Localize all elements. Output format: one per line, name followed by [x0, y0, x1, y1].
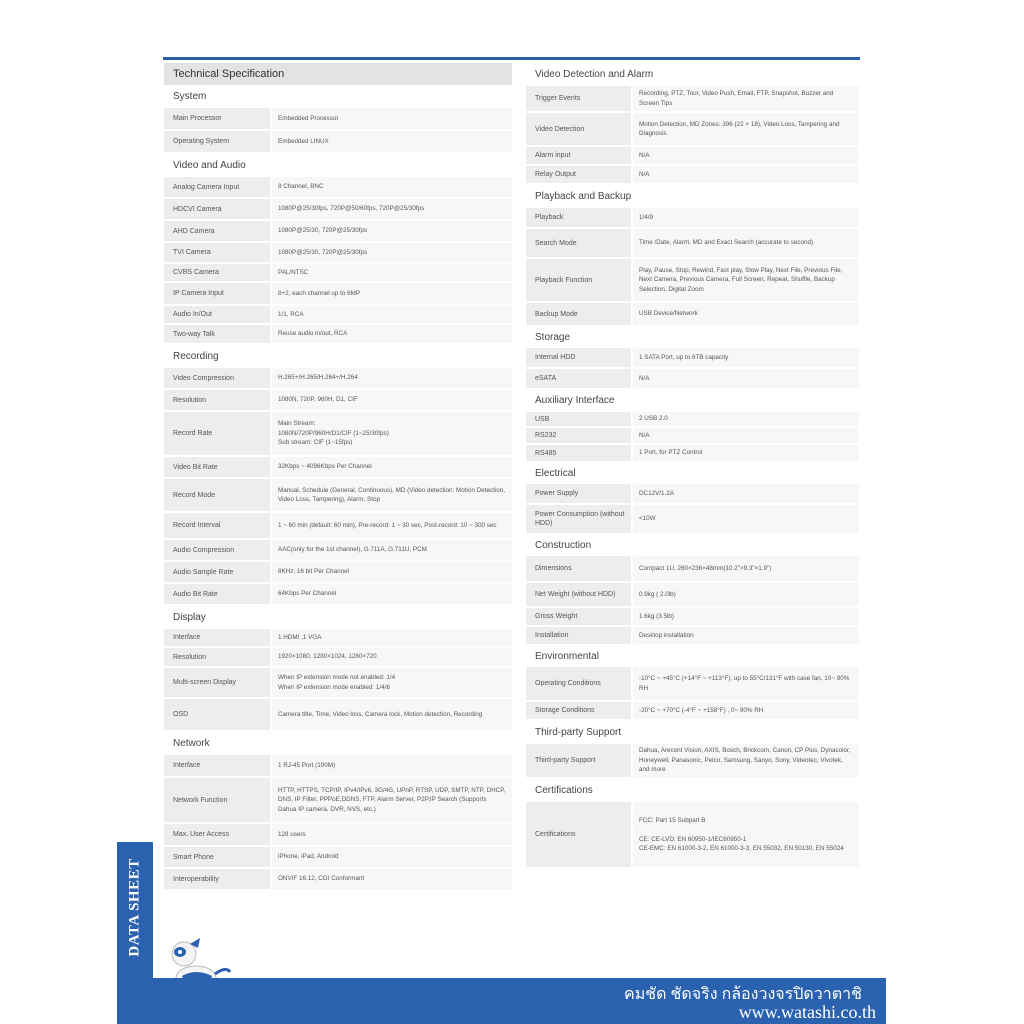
- data-sheet-label: DATA SHEET: [126, 857, 143, 957]
- spec-row: [526, 802, 859, 869]
- spec-row: [526, 412, 859, 428]
- spec-row: [526, 369, 859, 390]
- spec-label: Operating Conditions: [526, 667, 631, 700]
- spec-value: N/A: [639, 374, 650, 382]
- spec-row: [164, 648, 512, 668]
- spec-label: Audio Compression: [164, 540, 270, 560]
- spec-label: Third-party Support: [526, 744, 631, 777]
- section-heading: System: [164, 85, 512, 108]
- spec-banner: Technical Specification: [164, 63, 512, 85]
- spec-value-cell: [272, 648, 512, 666]
- section-heading: Construction: [526, 535, 859, 556]
- section-heading: Certifications: [526, 779, 859, 802]
- spec-label: Resolution: [164, 390, 270, 410]
- spec-row: [164, 699, 512, 732]
- spec-row: [526, 428, 859, 445]
- spec-label: HDCVI Camera: [164, 199, 270, 219]
- spec-value-cell: [633, 744, 859, 777]
- spec-value: 8KHz, 16 bit Per Channel: [278, 568, 350, 576]
- spec-value-cell: [633, 428, 859, 443]
- spec-label: Operating System: [164, 131, 270, 152]
- spec-value: Compact 1U, 260×236×48mm(10.2"×9.3"×1.9"): [639, 564, 772, 572]
- spec-value-cell: [633, 259, 859, 301]
- spec-label: Relay Output: [526, 166, 631, 183]
- footer-website-link[interactable]: www.watashi.co.th: [738, 1002, 876, 1022]
- spec-label: Network Function: [164, 778, 270, 822]
- spec-label: Playback: [526, 208, 631, 227]
- spec-row: [164, 264, 512, 283]
- spec-value: 64Kbps Per Channel: [278, 590, 337, 598]
- section-heading: Environmental: [526, 646, 859, 667]
- spec-row: [526, 484, 859, 505]
- spec-label: Interoperability: [164, 869, 270, 889]
- spec-value-cell: [633, 113, 859, 145]
- spec-value-cell: [633, 303, 859, 325]
- spec-value: N/A: [639, 170, 650, 178]
- spec-row: [526, 229, 859, 259]
- spec-row: [164, 177, 512, 199]
- spec-value-cell: [633, 147, 859, 164]
- spec-row: [526, 147, 859, 166]
- spec-value: Motion Detection, MD Zones: 396 (22 × 18), Video Loss, Tampering and Diagnosis: [639, 120, 840, 137]
- spec-row: [164, 562, 512, 584]
- section-heading: Network: [164, 732, 512, 755]
- spec-row: [526, 702, 859, 721]
- spec-value-cell: [272, 479, 512, 511]
- spec-value-cell: [633, 369, 859, 388]
- spec-row: [526, 608, 859, 627]
- spec-label: Certifications: [526, 802, 631, 867]
- spec-label: Backup Mode: [526, 303, 631, 325]
- spec-label: Interface: [164, 629, 270, 646]
- spec-label: Resolution: [164, 648, 270, 666]
- spec-label: USB: [526, 412, 631, 426]
- spec-value: 1 Port, for PTZ Control: [639, 449, 703, 457]
- spec-value-cell: [272, 540, 512, 560]
- spec-value: 1 ~ 60 min (default: 60 min), Pre-record: 1 ~ 30 sec, Post-record: 10 ~ 300 sec: [278, 521, 497, 529]
- spec-value: -10°C ~ +45°C (+14°F ~ +113°F), up to 55°C/131°F with case fan, 10~ 90% RH: [639, 675, 850, 692]
- spec-value: 1080N, 720P, 960H, D1, CIF: [278, 396, 358, 404]
- spec-row: [526, 348, 859, 369]
- spec-value-cell: [272, 264, 512, 281]
- spec-value-cell: [272, 824, 512, 845]
- spec-value: USB Device/Network: [639, 310, 698, 318]
- spec-value-cell: [272, 199, 512, 219]
- spec-row: [164, 306, 512, 325]
- spec-label: eSATA: [526, 369, 631, 388]
- spec-row: [526, 303, 859, 327]
- spec-label: Audio In/Out: [164, 306, 270, 323]
- spec-value: 1/1, RCA: [278, 310, 304, 318]
- spec-row: [526, 667, 859, 702]
- spec-row: [526, 166, 859, 185]
- spec-row: [526, 505, 859, 535]
- spec-value: AAC(only for the 1st channel), G.711A, G.711U, PCM: [278, 546, 427, 554]
- spec-value-cell: [633, 667, 859, 700]
- spec-value: Desktop installation: [639, 631, 694, 639]
- spec-value-cell: [272, 513, 512, 538]
- spec-label: Storage Conditions: [526, 702, 631, 719]
- spec-label: Two-way Talk: [164, 325, 270, 343]
- spec-value-cell: [633, 86, 859, 111]
- spec-row: [164, 325, 512, 345]
- spec-label: Max. User Access: [164, 824, 270, 845]
- spec-value-cell: [272, 847, 512, 867]
- spec-value-cell: [633, 484, 859, 503]
- spec-value-cell: [272, 755, 512, 776]
- spec-value-cell: [633, 208, 859, 227]
- spec-value: 1 SATA Port, up to 6TB capacity: [639, 353, 729, 361]
- spec-row: [164, 199, 512, 221]
- spec-row: [164, 513, 512, 540]
- spec-label: CVBS Camera: [164, 264, 270, 281]
- spec-value: HTTP, HTTPS, TCP/IP, IPv4/IPv6, 3G/4G, UPnP, RTSP, UDP, SMTP, NTP, DHCP, DNS, IP Filter, PPPoE,DDNS, FTP, Alarm Server, P2P,IP Search (Supports Dahua IP camera, DVR, NVS, etc.): [278, 786, 506, 813]
- spec-label: RS485: [526, 445, 631, 461]
- section-heading: Video and Audio: [164, 154, 512, 177]
- spec-value: 32Kbps ~ 4096Kbps Per Channel: [278, 463, 372, 471]
- spec-value-cell: [272, 457, 512, 477]
- spec-label: Net Weight (without HDD): [526, 583, 631, 606]
- spec-value-cell: [272, 108, 512, 129]
- spec-label: AHD Camera: [164, 221, 270, 241]
- spec-value-cell: [272, 368, 512, 388]
- spec-value-cell: [272, 412, 512, 455]
- right-column: [526, 63, 859, 869]
- spec-value: H.265+/H.265/H.264+/H.264: [278, 374, 358, 382]
- spec-value-cell: [633, 412, 859, 426]
- spec-value: 1920×1080, 1280×1024, 1280×720: [278, 653, 377, 661]
- spec-row: [526, 445, 859, 463]
- spec-value-cell: [272, 221, 512, 241]
- spec-value: Play, Pause, Stop, Rewind, Fast play, Slow Play, Next File, Previous File, Next Camera, Previous Camera, Full Screen, Repeat, Shuffle, Backup Selection, Digital Zoom: [639, 266, 843, 293]
- spec-value: Reuse audio in/out, RCA: [278, 330, 348, 338]
- spec-value: Manual, Schedule (General, Continuous), MD (Video detection: Motion Detection, Video Loss, Tampering), Alarm, Stop: [278, 486, 506, 503]
- spec-value: 1 RJ-45 Port (100M): [278, 761, 336, 769]
- spec-value: <10W: [639, 515, 656, 523]
- spec-label: Dimensions: [526, 556, 631, 581]
- spec-value: 1.6kg (3.5lb): [639, 612, 675, 620]
- spec-value: 8+2, each channel up to 6MP: [278, 289, 361, 297]
- spec-label: Smart Phone: [164, 847, 270, 867]
- spec-value: -20°C ~ +70°C (-4°F ~ +158°F) , 0~ 90% RH: [639, 706, 764, 714]
- spec-label: Audio Sample Rate: [164, 562, 270, 582]
- spec-value-cell: [633, 802, 859, 867]
- spec-label: Internal HDD: [526, 348, 631, 367]
- spec-value: 1080P@25/30, 720P@25/30fps: [278, 248, 368, 256]
- spec-row: [164, 869, 512, 891]
- spec-row: [526, 208, 859, 229]
- spec-value: Embedded LINUX: [278, 137, 329, 145]
- spec-value: Dahua, Arecont Vision, AXIS, Bosch, Brickcom, Canon, CP Plus, Dynacolor, Honeywell, Panasonic, Pelco, Samsung, Sanyo, Sony, Videotec, Vivotek, and more: [639, 747, 851, 774]
- spec-label: Main Processor: [164, 108, 270, 129]
- spec-row: [164, 847, 512, 869]
- spec-row: [526, 583, 859, 608]
- spec-value: 1/4/9: [639, 213, 654, 221]
- right-spec-table: [526, 63, 859, 869]
- spec-label: Video Compression: [164, 368, 270, 388]
- spec-value-cell: [272, 177, 512, 197]
- spec-value: 1080P@25/30, 720P@25/30fps: [278, 227, 368, 235]
- spec-row: [164, 755, 512, 778]
- section-heading: Storage: [526, 327, 859, 348]
- spec-value: 128 users: [278, 830, 306, 838]
- spec-value: Camera title, Time, Video loss, Camera lock, Motion detection, Recording: [278, 710, 483, 718]
- spec-row: [164, 824, 512, 847]
- section-heading: Video Detection and Alarm: [526, 63, 859, 86]
- spec-row: [164, 584, 512, 606]
- spec-value-cell: [633, 229, 859, 257]
- spec-label: Record Mode: [164, 479, 270, 511]
- top-rule: [163, 57, 860, 60]
- spec-value-cell: [272, 584, 512, 604]
- spec-label: Gross Weight: [526, 608, 631, 625]
- spec-label: IP Camera Input: [164, 283, 270, 304]
- footer-slogan: คมชัด ชัดจริง กล้องวงจรปิดวาตาชิ: [624, 986, 862, 1003]
- spec-label: Search Mode: [526, 229, 631, 257]
- spec-value: Recording, PTZ, Tour, Video Push, Email, FTP, Snapshot, Buzzer and Screen Tips: [639, 90, 834, 107]
- spec-row: [164, 778, 512, 824]
- spec-value-cell: [633, 445, 859, 461]
- spec-row: [164, 221, 512, 243]
- spec-label: Alarm input: [526, 147, 631, 164]
- spec-value-cell: [272, 390, 512, 410]
- spec-row: [164, 368, 512, 390]
- spec-label: OSD: [164, 699, 270, 730]
- spec-value-cell: [633, 556, 859, 581]
- spec-row: [164, 540, 512, 562]
- spec-value: 8 Channel, BNC: [278, 183, 324, 191]
- spec-value-cell: [633, 627, 859, 644]
- spec-value: N/A: [639, 431, 650, 439]
- spec-label: Multi-screen Display: [164, 668, 270, 697]
- spec-row: [164, 457, 512, 479]
- footer-band: [153, 978, 886, 1024]
- section-heading: Third-party Support: [526, 721, 859, 744]
- spec-value-cell: [633, 505, 859, 533]
- spec-row: [526, 556, 859, 583]
- spec-label: Video Bit Rate: [164, 457, 270, 477]
- spec-value-cell: [272, 131, 512, 152]
- spec-row: [164, 108, 512, 131]
- spec-row: [164, 390, 512, 412]
- spec-value-cell: [272, 629, 512, 646]
- spec-value: Main Stream: 1080N/720P/960H/D1/CIF (1~25/30fps) Sub stream: CIF (1~15fps): [278, 420, 389, 447]
- spec-row: [526, 744, 859, 779]
- spec-value: When IP extension mode not enabled: 1/4 When IP extension mode enabled: 1/4/6: [278, 674, 396, 691]
- spec-value: DC12V/1.2A: [639, 489, 675, 497]
- spec-value-cell: [633, 348, 859, 367]
- spec-value: PAL/NTSC: [278, 268, 309, 276]
- spec-row: [164, 131, 512, 154]
- spec-value-cell: [272, 778, 512, 822]
- spec-row: [164, 243, 512, 264]
- spec-label: RS232: [526, 428, 631, 443]
- spec-value-cell: [633, 166, 859, 183]
- spec-label: Audio Bit Rate: [164, 584, 270, 604]
- spec-value-cell: [633, 702, 859, 719]
- section-heading: Recording: [164, 345, 512, 368]
- spec-row: [164, 629, 512, 648]
- spec-value-cell: [633, 583, 859, 606]
- spec-value: Time /Date, Alarm, MD and Exact Search (accurate to second): [639, 239, 814, 247]
- spec-value: 2 USB 2.0: [639, 415, 668, 423]
- spec-row: [164, 412, 512, 457]
- section-heading: Auxiliary Interface: [526, 390, 859, 412]
- section-heading: Playback and Backup: [526, 185, 859, 208]
- spec-value-cell: [272, 562, 512, 582]
- section-heading: Display: [164, 606, 512, 629]
- spec-row: [526, 86, 859, 113]
- spec-value: N/A: [639, 151, 650, 159]
- spec-value: 1 HDMI ,1 VGA: [278, 633, 322, 641]
- left-column: [164, 63, 512, 891]
- spec-row: [164, 668, 512, 699]
- spec-value: FCC: Part 15 Subpart B CE: CE-LVD: EN 60950-1/IEC60950-1 CE-EMC: EN 61000-3-2, EN 61000-3-3, EN 55032, EN 50130, EN 55024: [639, 816, 844, 852]
- spec-row: [526, 113, 859, 147]
- spec-value-cell: [633, 608, 859, 625]
- spec-value: 0.9kg ( 2.0lb): [639, 590, 676, 598]
- spec-value: 1080P@25/30fps, 720P@50/60fps, 720P@25/30fps: [278, 205, 425, 213]
- spec-label: Record Rate: [164, 412, 270, 455]
- spec-value-cell: [272, 306, 512, 323]
- spec-label: Analog Camera Input: [164, 177, 270, 197]
- left-spec-table: [164, 85, 512, 891]
- spec-value-cell: [272, 699, 512, 730]
- spec-value-cell: [272, 243, 512, 262]
- spec-value-cell: [272, 668, 512, 697]
- spec-label: Video Detection: [526, 113, 631, 145]
- spec-label: Trigger Events: [526, 86, 631, 111]
- spec-value: ONVIF 16.12, CGI Conformant: [278, 875, 365, 883]
- sidebar-label-wrap: [117, 842, 153, 972]
- spec-value: iPhone, iPad, Android: [278, 853, 339, 861]
- spec-label: Installation: [526, 627, 631, 644]
- spec-label: Power Consumption (without HDD): [526, 505, 631, 533]
- section-heading: Electrical: [526, 463, 859, 484]
- spec-row: [164, 283, 512, 306]
- spec-label: Power Supply: [526, 484, 631, 503]
- spec-value: Embedded Processor: [278, 114, 339, 122]
- spec-value-cell: [272, 869, 512, 889]
- spec-row: [526, 627, 859, 646]
- spec-label: Record Interval: [164, 513, 270, 538]
- spec-label: Playback Function: [526, 259, 631, 301]
- spec-row: [164, 479, 512, 513]
- spec-row: [526, 259, 859, 303]
- spec-label: TVI Camera: [164, 243, 270, 262]
- spec-label: Interface: [164, 755, 270, 776]
- spec-value-cell: [272, 283, 512, 304]
- spec-value-cell: [272, 325, 512, 343]
